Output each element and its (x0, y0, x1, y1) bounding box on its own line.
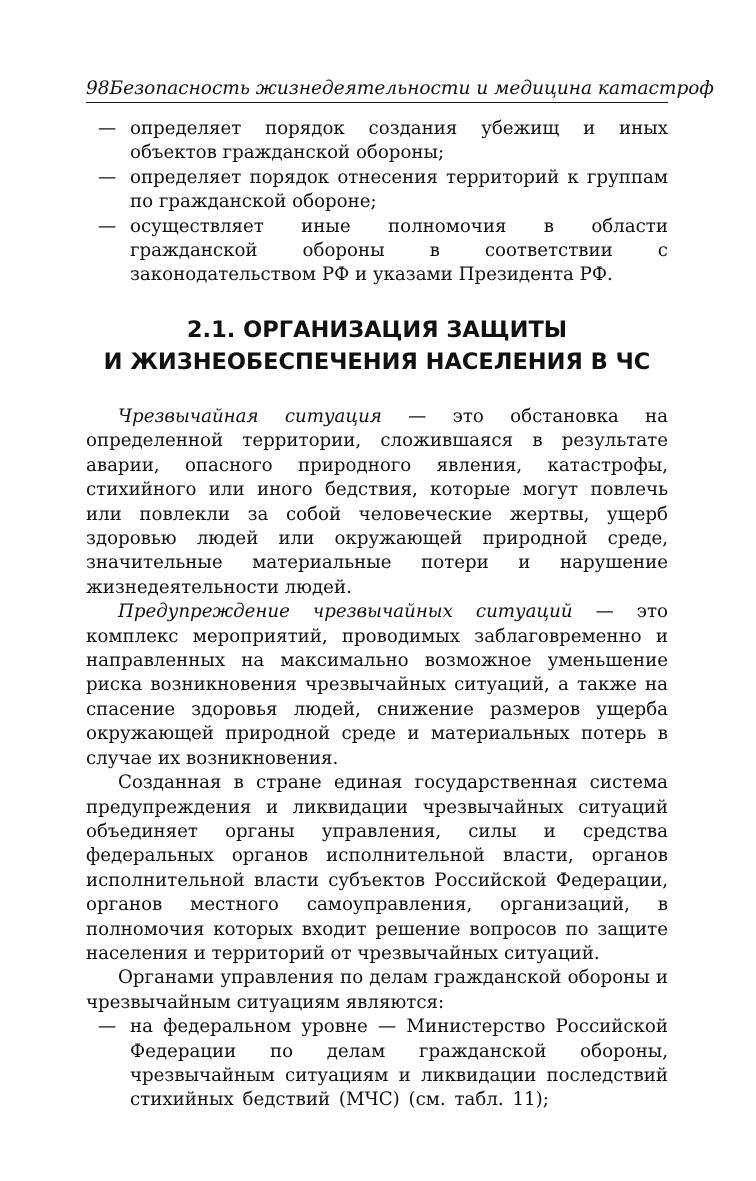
list-dash: — (98, 166, 117, 188)
running-title: Безопасность жизнедеятельности и медицина катастроф (109, 78, 714, 99)
page-number: 98 (86, 78, 110, 99)
list-item (86, 166, 668, 215)
list-item-text: осуществляет иные полномочия в области гражданской обороны в соответствии с законодательством РФ и указами Президента РФ. (130, 215, 668, 286)
paragraph-governing-bodies: Органами управления по делам гражданской обороны и чрезвычайным ситуациям являются: (86, 967, 668, 1013)
list-item-text: на федеральном уровне — Министерство Российской Федерации по делам гражданской обороны, чрезвычайным ситуациям и ликвидации последствий стихийных бедствий (МЧС) (см. табл. 11); (130, 1016, 668, 1111)
section-title-line-1: 2.1. ОРГАНИЗАЦИЯ ЗАЩИТЫ (186, 317, 568, 343)
body-text (86, 405, 668, 1113)
list-dash: — (98, 118, 117, 139)
list-item-text: определяет порядок отнесения территорий к группам по гражданской обороне; (130, 166, 668, 213)
term-emergency: Чрезвычайная ситуация (118, 406, 382, 427)
paragraph-state-system: Созданная в стране единая государственная система предупреждения и ликвидации чрезвычайных ситуаций объединяет органы управления, силы и средства федеральных органов исполнительной власти, органов исполнительной власти субъектов Российской Федерации, органов местного самоуправления, организаций, в полномочия которых входит решение вопросов по защите населения и территорий от чрезвычайных ситуаций. (86, 772, 668, 964)
list-dash: — (98, 215, 117, 237)
term-prevention: Предупреждение чрезвычайных ситуаций (118, 601, 573, 623)
section-heading (86, 314, 668, 378)
top-dash-list (86, 117, 668, 288)
section-title-line-2: И ЖИЗНЕОБЕСПЕЧЕНИЯ НАСЕЛЕНИЯ В ЧС (103, 349, 651, 375)
list-dash: — (98, 1016, 117, 1038)
paragraph-text: — это обстановка на определенной территории, сложившаяся в результате аварии, опасного природного явления, катастрофы, стихийного или иного бедствия, которые могут повлечь или повлекли за собой человеческие жертвы, ущерб здоровью людей или окружающей природной среде, значительные материальные потери и нарушение жизнедеятельности людей. (86, 406, 668, 598)
running-header (86, 78, 714, 103)
paragraph-definition-prevention (86, 600, 668, 771)
list-item (86, 1015, 668, 1113)
paragraph-definition-emergency (86, 405, 668, 600)
list-item (86, 215, 668, 288)
list-item-text: определяет порядок создания убежищ и иных объектов гражданской обороны; (130, 118, 668, 164)
paragraph-text: — это комплекс мероприятий, проводимых заблаговременно и направленных на максимально возможное уменьшение риска возникновения чрезвычайных ситуаций, а также на спасение здоровья людей, снижение размеров ущерба окружающей природной среде и материальных потерь в случае их возникновения. (86, 601, 669, 769)
list-item (86, 117, 668, 166)
